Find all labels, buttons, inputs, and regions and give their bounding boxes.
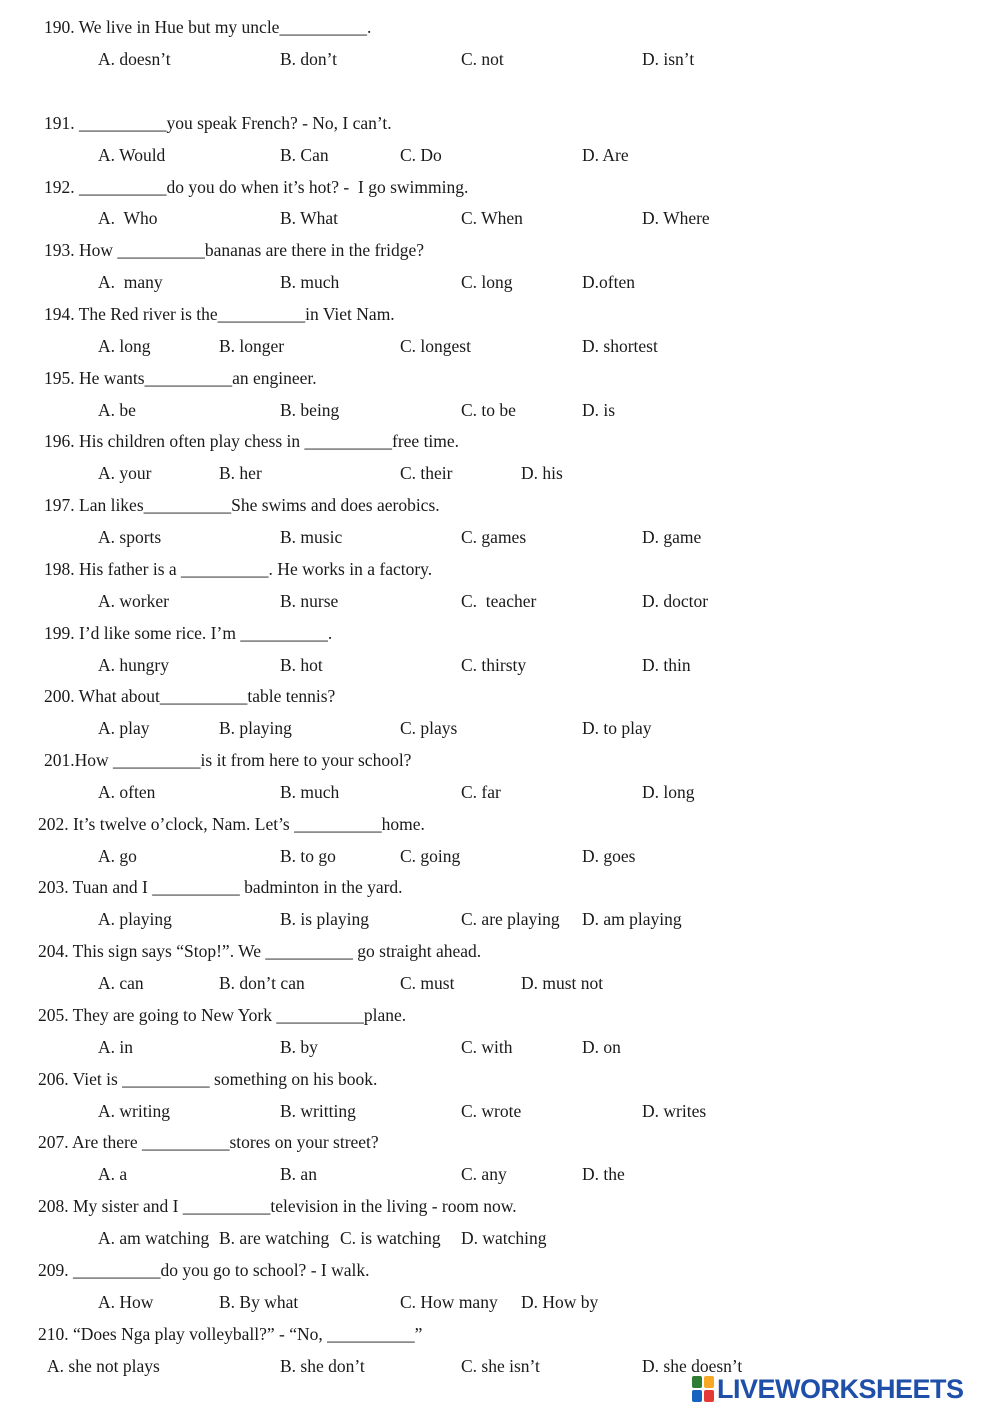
option-208-d[interactable]: D. watching	[461, 1228, 547, 1248]
question-204: 204. This sign says “Stop!”. We __________ go straight ahead.	[38, 941, 482, 961]
option-192-d[interactable]: D. Where	[642, 208, 710, 228]
option-204-b[interactable]: B. don’t can	[219, 973, 305, 993]
option-192-b[interactable]: B. What	[280, 208, 339, 228]
question-192: 192. __________do you do when it’s hot? - I go swimming.	[44, 177, 469, 197]
option-199-d[interactable]: D. thin	[642, 655, 691, 675]
option-196-a[interactable]: A. your	[98, 463, 152, 483]
option-190-c[interactable]: C. not	[461, 49, 504, 69]
option-205-d[interactable]: D. on	[582, 1037, 621, 1057]
option-197-a[interactable]: A. sports	[98, 527, 162, 547]
question-196: 196. His children often play chess in __________free time.	[44, 431, 460, 451]
option-199-a[interactable]: A. hungry	[98, 655, 169, 675]
option-198-c[interactable]: C. teacher	[461, 591, 537, 611]
option-208-a[interactable]: A. am watching	[98, 1228, 210, 1248]
option-192-a[interactable]: A. Who	[98, 208, 158, 228]
option-208-b[interactable]: B. are watching	[219, 1228, 330, 1248]
question-191: 191. __________you speak French? - No, I can’t.	[44, 113, 392, 133]
option-194-d[interactable]: D. shortest	[582, 336, 658, 356]
option-210-b[interactable]: B. she don’t	[280, 1356, 365, 1376]
option-193-c[interactable]: C. long	[461, 272, 513, 292]
option-210-d[interactable]: D. she doesn’t	[642, 1356, 743, 1376]
option-206-b[interactable]: B. writting	[280, 1101, 356, 1121]
option-193-b[interactable]: B. much	[280, 272, 340, 292]
option-202-d[interactable]: D. goes	[582, 846, 636, 866]
option-195-d[interactable]: D. is	[582, 400, 616, 420]
option-190-a[interactable]: A. doesn’t	[98, 49, 171, 69]
option-203-c[interactable]: C. are playing	[461, 909, 560, 929]
option-200-d[interactable]: D. to play	[582, 718, 652, 738]
option-191-d[interactable]: D. Are	[582, 145, 629, 165]
option-203-b[interactable]: B. is playing	[280, 909, 369, 929]
option-200-b[interactable]: B. playing	[219, 718, 292, 738]
question-205: 205. They are going to New York __________plane.	[38, 1005, 407, 1025]
option-194-c[interactable]: C. longest	[400, 336, 471, 356]
option-206-d[interactable]: D. writes	[642, 1101, 707, 1121]
liveworksheets-mark-icon	[692, 1376, 714, 1402]
question-200: 200. What about__________table tennis?	[44, 686, 336, 706]
option-203-a[interactable]: A. playing	[98, 909, 172, 929]
option-190-d[interactable]: D. isn’t	[642, 49, 695, 69]
option-197-d[interactable]: D. game	[642, 527, 702, 547]
option-207-b[interactable]: B. an	[280, 1164, 317, 1184]
option-205-c[interactable]: C. with	[461, 1037, 513, 1057]
option-209-a[interactable]: A. How	[98, 1292, 154, 1312]
option-198-d[interactable]: D. doctor	[642, 591, 709, 611]
option-197-b[interactable]: B. music	[280, 527, 343, 547]
option-207-d[interactable]: D. the	[582, 1164, 625, 1184]
option-195-a[interactable]: A. be	[98, 400, 136, 420]
option-195-b[interactable]: B. being	[280, 400, 340, 420]
option-198-b[interactable]: B. nurse	[280, 591, 339, 611]
option-208-c[interactable]: C. is watching	[340, 1228, 441, 1248]
question-208: 208. My sister and I __________television in the living - room now.	[38, 1196, 517, 1216]
option-194-a[interactable]: A. long	[98, 336, 151, 356]
question-210: 210. “Does Nga play volleyball?” - “No, __________”	[38, 1324, 423, 1344]
question-194: 194. The Red river is the__________in Viet Nam.	[44, 304, 395, 324]
option-191-c[interactable]: C. Do	[400, 145, 442, 165]
option-190-b[interactable]: B. don’t	[280, 49, 338, 69]
option-200-c[interactable]: C. plays	[400, 718, 458, 738]
option-199-c[interactable]: C. thirsty	[461, 655, 527, 675]
logo-text: LIVEWORKSHEETS	[717, 1373, 964, 1404]
question-206: 206. Viet is __________ something on his book.	[38, 1069, 378, 1089]
option-204-a[interactable]: A. can	[98, 973, 144, 993]
option-209-d[interactable]: D. How by	[521, 1292, 599, 1312]
question-201: 201.How __________is it from here to your school?	[44, 750, 412, 770]
question-193: 193. How __________bananas are there in the fridge?	[44, 240, 425, 260]
option-193-a[interactable]: A. many	[98, 272, 163, 292]
option-207-a[interactable]: A. a	[98, 1164, 128, 1184]
option-197-c[interactable]: C. games	[461, 527, 527, 547]
option-202-b[interactable]: B. to go	[280, 846, 336, 866]
question-198: 198. His father is a __________. He works in a factory.	[44, 559, 433, 579]
option-202-c[interactable]: C. going	[400, 846, 461, 866]
option-210-a[interactable]: A. she not plays	[47, 1356, 160, 1376]
option-196-b[interactable]: B. her	[219, 463, 262, 483]
question-199: 199. I’d like some rice. I’m __________.	[44, 623, 333, 643]
option-201-b[interactable]: B. much	[280, 782, 340, 802]
option-198-a[interactable]: A. worker	[98, 591, 169, 611]
option-205-a[interactable]: A. in	[98, 1037, 133, 1057]
option-195-c[interactable]: C. to be	[461, 400, 516, 420]
option-201-d[interactable]: D. long	[642, 782, 695, 802]
option-206-c[interactable]: C. wrote	[461, 1101, 522, 1121]
option-196-c[interactable]: C. their	[400, 463, 453, 483]
option-200-a[interactable]: A. play	[98, 718, 150, 738]
option-205-b[interactable]: B. by	[280, 1037, 318, 1057]
option-201-a[interactable]: A. often	[98, 782, 156, 802]
option-209-c[interactable]: C. How many	[400, 1292, 498, 1312]
option-206-a[interactable]: A. writing	[98, 1101, 170, 1121]
option-191-a[interactable]: A. Would	[98, 145, 166, 165]
option-202-a[interactable]: A. go	[98, 846, 137, 866]
option-191-b[interactable]: B. Can	[280, 145, 329, 165]
question-197: 197. Lan likes__________She swims and does aerobics.	[44, 495, 440, 515]
option-192-c[interactable]: C. When	[461, 208, 523, 228]
option-194-b[interactable]: B. longer	[219, 336, 285, 356]
question-195: 195. He wants__________an engineer.	[44, 368, 317, 388]
option-203-d[interactable]: D. am playing	[582, 909, 682, 929]
option-193-d[interactable]: D.often	[582, 272, 635, 292]
liveworksheets-logo[interactable]	[692, 1374, 992, 1404]
option-201-c[interactable]: C. far	[461, 782, 501, 802]
question-202: 202. It’s twelve o’clock, Nam. Let’s __________home.	[38, 814, 425, 834]
option-196-d[interactable]: D. his	[521, 463, 563, 483]
option-207-c[interactable]: C. any	[461, 1164, 507, 1184]
question-203: 203. Tuan and I __________ badminton in the yard.	[38, 877, 403, 897]
option-209-b[interactable]: B. By what	[219, 1292, 299, 1312]
option-199-b[interactable]: B. hot	[280, 655, 323, 675]
option-210-c[interactable]: C. she isn’t	[461, 1356, 540, 1376]
option-204-d[interactable]: D. must not	[521, 973, 604, 993]
question-190: 190. We live in Hue but my uncle__________.	[44, 17, 372, 37]
option-204-c[interactable]: C. must	[400, 973, 455, 993]
question-209: 209. __________do you go to school? - I walk.	[38, 1260, 370, 1280]
question-207: 207. Are there __________stores on your street?	[38, 1132, 379, 1152]
